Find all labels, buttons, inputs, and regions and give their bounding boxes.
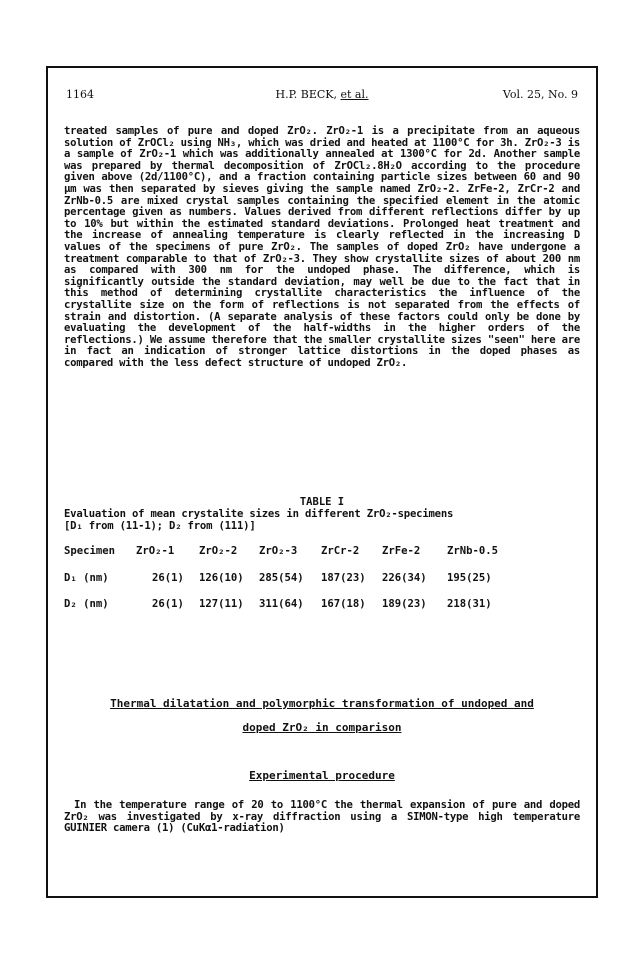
table-cell: 189(23) [382, 598, 427, 610]
table-header-cell: Specimen [64, 545, 116, 557]
author-etal: et al. [340, 88, 369, 101]
table-cell: 26(1) [152, 572, 184, 584]
table-cell: D₁ (nm) [64, 572, 109, 584]
table-cell: 218(31) [447, 598, 492, 610]
author-line [66, 88, 578, 101]
body-paragraph-2 [64, 800, 580, 835]
table-cell: 311(64) [259, 598, 304, 610]
table-cell: 187(23) [321, 572, 366, 584]
table-cell: 127(11) [199, 598, 244, 610]
table-cell: 126(10) [199, 572, 244, 584]
paragraph-text: In the temperature range of 20 to 1100°C the thermal expansion of pure and doped ZrO₂ was investigated by x-ray diffraction using a SIMON-type high temperature GUINIER camera (1) (CuKα1-radiation) [64, 799, 580, 835]
table-caption-line-2: [D₁ from (11-1); D₂ from (111)] [64, 520, 256, 532]
table-row [64, 598, 580, 612]
paragraph-text: treated samples of pure and doped ZrO₂. ZrO₂-1 is a precipitate from an aqueous solution of ZrOCl₂ using NH₃, which was dried and heated at 1100°C for 3h. ZrO₂-3 is a sample of ZrO₂-1 which was additionally annealed at 1300°C for 2d. Another sample was prepared by thermal decomposition of ZrOCl₂.8H₂O according to the procedure given above (2d/1100°C), and a fraction containing particle sizes between 60 and 90 μm was then separated by sieves giving the sample named ZrO₂-2. ZrFe-2, ZrCr-2 and ZrNb-0.5 are mixed crystal samples containing the specified element in the atomic percentage given as numbers. Values derived from different reflections differ by up to 10% but within the estimated standard deviations. Prolonged heat treatment and the increase of annealing temperature is clearly reflected in the increasing D values of the specimens of pure ZrO₂. The samples of doped ZrO₂ have undergone a treatment comparable to that of ZrO₂-3. They show crystallite sizes of about 200 nm as compared with 300 nm for the undoped phase. The difference, which is significantly outside the standard deviation, may well be due to the fact that in this method of determining crystallite characteristics the influence of the crystallite size on the form of reflections is not separated from the effects of strain and distortion. (A separate analysis of these factors could only be done by evaluating the development of the half-widths in the higher orders of the reflections.) We assume therefore that the smaller crystallite sizes "seen" here are in fact an indication of stronger lattice distortions in the doped phases as compared with the less defect structure of undoped ZrO₂. [64, 125, 580, 369]
table-row [64, 572, 580, 586]
table-header-cell: ZrO₂-3 [259, 545, 298, 557]
table-header-cell: ZrO₂-1 [136, 545, 175, 557]
subsection-heading: Experimental procedure [249, 769, 395, 782]
table-title: TABLE I [299, 496, 345, 508]
author-name: H.P. BECK, [275, 88, 341, 101]
section-heading-line-2: doped ZrO₂ in comparison [242, 721, 402, 734]
table-header-cell: ZrO₂-2 [199, 545, 238, 557]
volume-info: Vol. 25, No. 9 [502, 88, 578, 101]
table-header-row [64, 545, 580, 559]
table-caption [64, 508, 580, 532]
table-cell: 285(54) [259, 572, 304, 584]
table-cell: 195(25) [447, 572, 492, 584]
table-cell: D₂ (nm) [64, 598, 109, 610]
table-caption-line-1: Evaluation of mean crystalite sizes in different ZrO₂-specimens [64, 508, 454, 520]
table-header-cell: ZrNb-0.5 [447, 545, 499, 557]
table-cell: 26(1) [152, 598, 184, 610]
table-header-cell: ZrFe-2 [382, 545, 421, 557]
table-cell: 167(18) [321, 598, 366, 610]
running-header [66, 88, 578, 102]
body-paragraph-1 [64, 126, 580, 369]
table-cell: 226(34) [382, 572, 427, 584]
section-heading-line-1: Thermal dilatation and polymorphic transformation of undoped and [110, 697, 534, 710]
table-header-cell: ZrCr-2 [321, 545, 360, 557]
page-number: 1164 [66, 88, 94, 101]
